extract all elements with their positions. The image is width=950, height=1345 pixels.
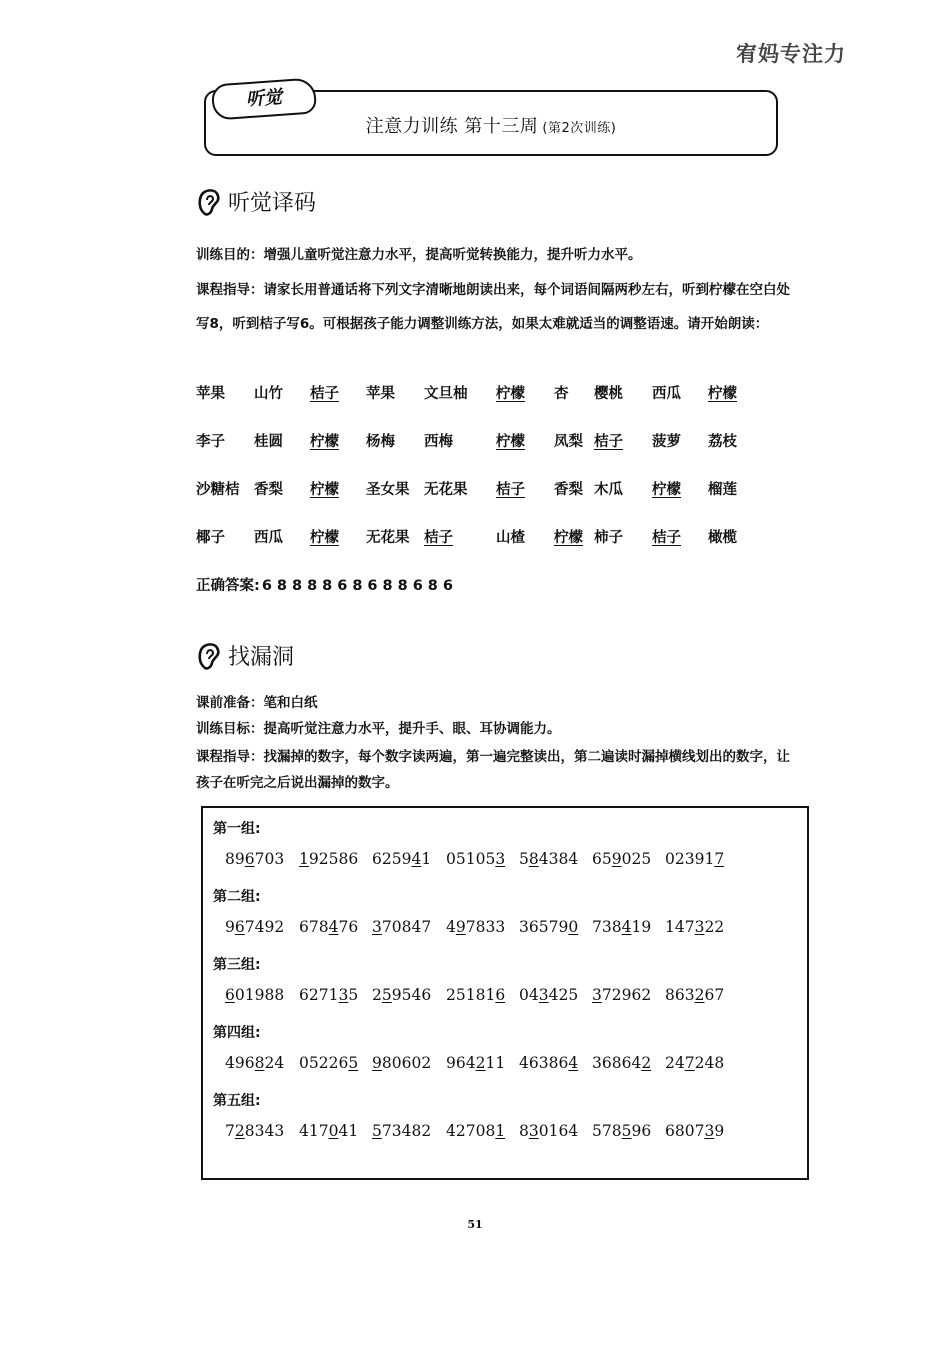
fruit-word: 圣女果 bbox=[366, 482, 410, 498]
fruit-word: 桔子 bbox=[424, 530, 453, 546]
number-item: 627135 bbox=[299, 986, 359, 1004]
fruit-word: 柠檬 bbox=[310, 434, 339, 450]
number-item: 192586 bbox=[299, 850, 359, 868]
number-item: 578596 bbox=[592, 1122, 652, 1140]
fruit-word: 榴莲 bbox=[708, 482, 737, 498]
number-item: 896703 bbox=[225, 850, 285, 868]
section1-title: 听觉译码 bbox=[228, 191, 317, 216]
number-item: 964211 bbox=[446, 1054, 506, 1072]
number-item: 830164 bbox=[519, 1122, 579, 1140]
number-item: 728343 bbox=[225, 1122, 285, 1140]
ear-icon bbox=[196, 187, 222, 217]
section2-title: 找漏洞 bbox=[228, 645, 295, 670]
number-item: 584384 bbox=[519, 850, 579, 868]
number-item: 573482 bbox=[372, 1122, 432, 1140]
number-item: 370847 bbox=[372, 918, 432, 936]
number-item: 463864 bbox=[519, 1054, 579, 1072]
fruit-word: 桔子 bbox=[652, 530, 681, 546]
number-item: 052265 bbox=[299, 1054, 359, 1072]
number-item: 738419 bbox=[592, 918, 652, 936]
fruit-word: 木瓜 bbox=[594, 482, 623, 498]
page-title bbox=[206, 112, 776, 138]
fruit-word: 苹果 bbox=[366, 386, 395, 402]
number-item: 678476 bbox=[299, 918, 359, 936]
answer-line bbox=[196, 574, 458, 595]
fruit-word: 杏 bbox=[554, 386, 569, 402]
number-item: 147322 bbox=[665, 918, 725, 936]
number-item: 496824 bbox=[225, 1054, 285, 1072]
section2-goal: 训练目标：提高听觉注意力水平，提升手、眼、耳协调能力。 bbox=[196, 721, 561, 737]
section1-header bbox=[196, 186, 316, 217]
fruit-word: 柠檬 bbox=[708, 386, 737, 402]
number-item: 863267 bbox=[665, 986, 725, 1004]
fruit-word: 柠檬 bbox=[496, 434, 525, 450]
listening-tag: 听觉 bbox=[211, 77, 317, 120]
fruit-word: 桂圆 bbox=[254, 434, 283, 450]
section2-prep: 课前准备：笔和白纸 bbox=[196, 695, 318, 711]
section2-guide: 课程指导：找漏掉的数字，每个数字读两遍，第一遍完整读出，第二遍读时漏掉横线划出的数字，让孩子在听完之后说出漏掉的数字。 bbox=[196, 749, 790, 791]
number-item: 417041 bbox=[299, 1122, 359, 1140]
brand-watermark: 宥妈专注力 bbox=[736, 42, 846, 66]
fruit-word: 橄榄 bbox=[708, 530, 737, 546]
number-item: 372962 bbox=[592, 986, 652, 1004]
section1-goal: 训练目的：增强儿童听觉注意力水平，提高听觉转换能力，提升听力水平。 bbox=[196, 247, 642, 263]
answer-digits: 6888868688686 bbox=[261, 578, 458, 594]
number-item: 259546 bbox=[372, 986, 432, 1004]
number-item: 051053 bbox=[446, 850, 506, 868]
group-label: 第四组: bbox=[213, 1025, 261, 1041]
fruit-word: 苹果 bbox=[196, 386, 225, 402]
fruit-word: 柠檬 bbox=[310, 530, 339, 546]
number-item: 427081 bbox=[446, 1122, 506, 1140]
number-item: 251816 bbox=[446, 986, 506, 1004]
fruit-word: 西瓜 bbox=[652, 386, 681, 402]
fruit-word: 柿子 bbox=[594, 530, 623, 546]
fruit-word: 香梨 bbox=[554, 482, 583, 498]
number-item: 365790 bbox=[519, 918, 579, 936]
fruit-word: 荔枝 bbox=[708, 434, 737, 450]
group-label: 第二组: bbox=[213, 889, 261, 905]
fruit-word: 香梨 bbox=[254, 482, 283, 498]
number-item: 043425 bbox=[519, 986, 579, 1004]
number-item: 601988 bbox=[225, 986, 285, 1004]
number-item: 659025 bbox=[592, 850, 652, 868]
number-item: 980602 bbox=[372, 1054, 432, 1072]
fruit-word: 无花果 bbox=[366, 530, 410, 546]
fruit-word: 杨梅 bbox=[366, 434, 395, 450]
fruit-word: 文旦柚 bbox=[424, 386, 468, 402]
number-item: 497833 bbox=[446, 918, 506, 936]
fruit-word: 西瓜 bbox=[254, 530, 283, 546]
number-item: 680739 bbox=[665, 1122, 725, 1140]
number-item: 247248 bbox=[665, 1054, 725, 1072]
fruit-word: 樱桃 bbox=[594, 386, 623, 402]
number-item: 625941 bbox=[372, 850, 432, 868]
fruit-word: 柠檬 bbox=[310, 482, 339, 498]
fruit-word: 山竹 bbox=[254, 386, 283, 402]
number-item: 023917 bbox=[665, 850, 725, 868]
fruit-word: 桔子 bbox=[310, 386, 339, 402]
fruit-word: 无花果 bbox=[424, 482, 468, 498]
fruit-word: 西梅 bbox=[424, 434, 453, 450]
fruit-word: 沙糖桔 bbox=[196, 482, 240, 498]
group-label: 第五组: bbox=[213, 1093, 261, 1109]
number-item: 967492 bbox=[225, 918, 285, 936]
fruit-word: 凤梨 bbox=[554, 434, 583, 450]
number-groups-box bbox=[201, 806, 809, 1180]
banner-title-text: 注意力训练 第十三周 bbox=[365, 116, 539, 137]
answer-label: 正确答案: bbox=[196, 578, 260, 594]
fruit-word: 桔子 bbox=[496, 482, 525, 498]
section1-guide: 课程指导：请家长用普通话将下列文字清晰地朗读出来，每个词语间隔两秒左右，听到柠檬在空白处写8，听到桔子写6。可根据孩子能力调整训练方法，如果太难就适当的调整语速。请开始朗读： bbox=[196, 282, 790, 332]
group-label: 第三组: bbox=[213, 957, 261, 973]
fruit-word: 椰子 bbox=[196, 530, 225, 546]
banner-subtitle: (第2次训练) bbox=[542, 121, 617, 136]
fruit-word: 柠檬 bbox=[496, 386, 525, 402]
number-item: 368642 bbox=[592, 1054, 652, 1072]
fruit-word: 山楂 bbox=[496, 530, 525, 546]
fruit-word: 柠檬 bbox=[652, 482, 681, 498]
fruit-word: 菠萝 bbox=[652, 434, 681, 450]
fruit-word: 桔子 bbox=[594, 434, 623, 450]
fruit-word: 柠檬 bbox=[554, 530, 583, 546]
group-label: 第一组: bbox=[213, 821, 261, 837]
fruit-word: 李子 bbox=[196, 434, 225, 450]
section2-header bbox=[196, 640, 294, 671]
page-number: 51 bbox=[467, 1218, 483, 1231]
ear-icon bbox=[196, 641, 222, 671]
